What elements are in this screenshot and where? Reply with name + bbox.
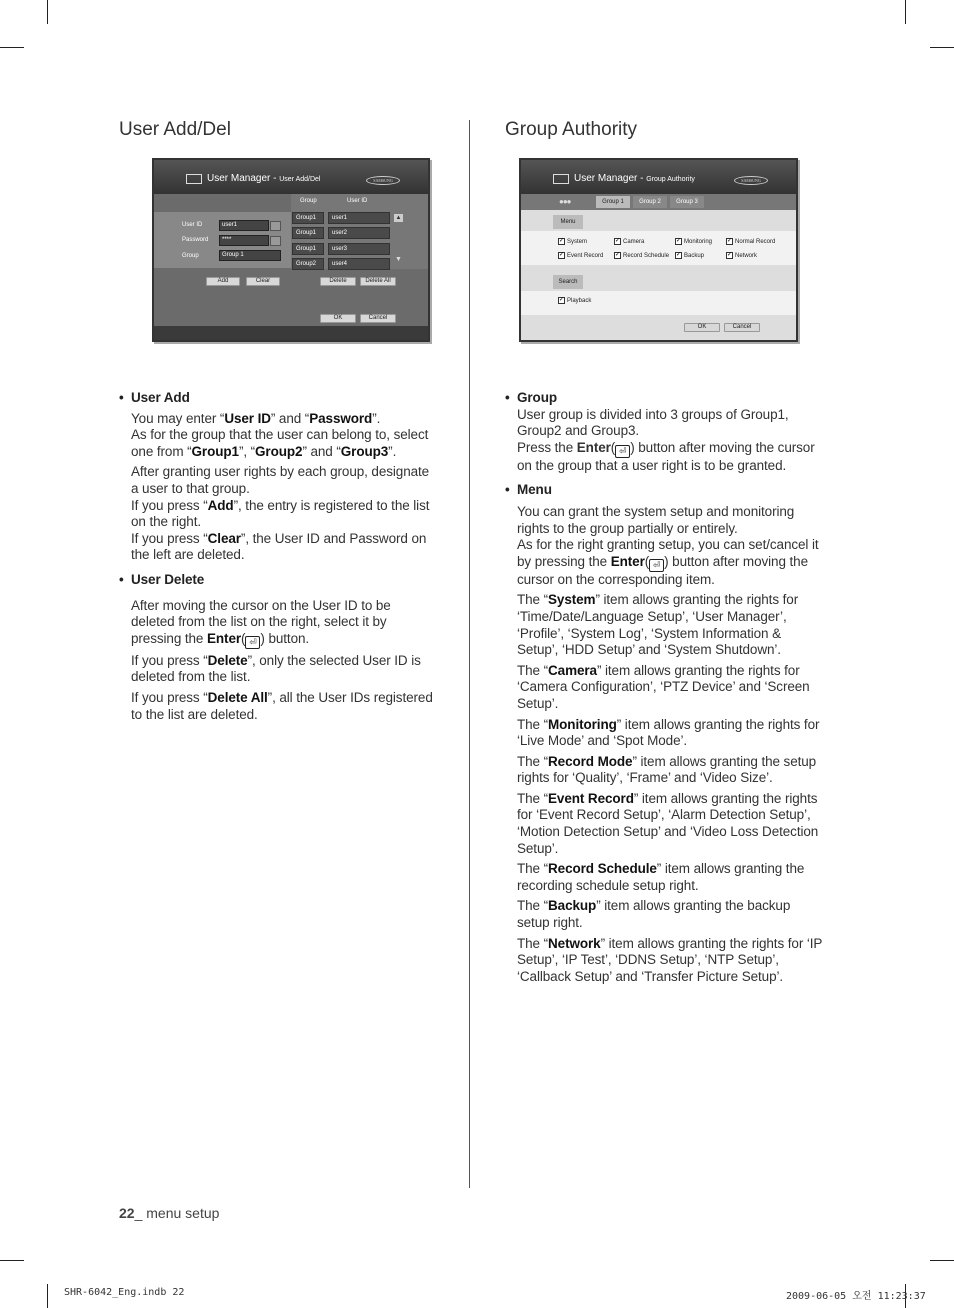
section-title-group-authority: Group Authority [505, 119, 638, 140]
tab-group-1[interactable]: Group 1 [596, 196, 630, 208]
paragraph: If you press “Delete”, only the selected User ID is deleted from the list. [131, 652, 421, 685]
group-authority-screen [519, 158, 798, 342]
clear-button[interactable]: Clear [246, 277, 280, 286]
crop-mark [930, 1260, 954, 1261]
paragraph: If you press “Delete All”, all the User IDs registered to the list are deleted. [131, 689, 433, 722]
user-delete-heading: • User Delete [131, 572, 436, 589]
enter-key-icon: ⏎ [245, 636, 260, 649]
table-row[interactable]: Group1 [292, 227, 324, 239]
paragraph: The “Record Schedule” item allows granting the recording schedule setup right. [517, 861, 805, 893]
enter-key-icon: ⏎ [649, 559, 664, 572]
paragraph: You may enter “User ID” and “Password”. As for the group that the user can belong to, select one from “Group1”, “Group2” and “Group3”. [131, 410, 429, 459]
cancel-button[interactable]: Cancel [724, 323, 760, 332]
userid-field[interactable]: user1 [219, 220, 269, 231]
keyboard-icon [553, 174, 569, 184]
scroll-up-icon[interactable]: ▲ [395, 215, 402, 221]
paragraph: After granting user rights by each group, designate a user to that group. If you press “Add”, the entry is registered to the list on the right. If you press “Clear”, the User ID and Password on the left are deleted. [131, 464, 430, 563]
screen-footer [154, 326, 428, 340]
menu-heading: • Menu [517, 482, 823, 499]
keyboard-icon [186, 174, 202, 184]
table-row[interactable]: user4 [328, 258, 390, 270]
tab-group-3[interactable]: Group 3 [670, 196, 704, 208]
add-button[interactable]: Add [206, 277, 240, 286]
screen-titlebar [521, 160, 796, 194]
cancel-button[interactable]: Cancel [360, 314, 396, 323]
delete-button[interactable]: Delete [320, 277, 356, 286]
paragraph: The “System” item allows granting the rights for ‘Time/Date/Language Setup’, ‘User Manager’, ‘Profile’, ‘System Log’, ‘System Information & Setup’, ‘HDD Setup’ and ‘System Shutdown’. [517, 592, 799, 658]
checkbox-network[interactable]: ✓ Network [727, 252, 758, 260]
paragraph: The “Network” item allows granting the rights for ‘IP Setup’, ‘IP Test’, ‘DDNS Setup’, ‘NTP Setup’, ‘Callback Setup’ and ‘Transfer Picture Setup’. [517, 935, 823, 984]
user-add-del-screen [152, 158, 430, 342]
table-row[interactable]: user1 [328, 212, 390, 224]
table-row[interactable]: user3 [328, 243, 390, 255]
keyboard-icon[interactable] [270, 221, 281, 231]
table-row[interactable]: Group1 [292, 243, 324, 255]
tab-group-2[interactable]: Group 2 [633, 196, 667, 208]
users-icon: ●●● [559, 197, 571, 206]
paragraph: The “Monitoring” item allows granting the rights for ‘Live Mode’ and ‘Spot Mode’. [517, 716, 820, 749]
screen-titlebar [154, 160, 428, 194]
keyboard-icon[interactable] [270, 236, 281, 246]
search-label: Search [553, 275, 583, 289]
checkbox-event-record[interactable]: ✓ Event Record [559, 252, 604, 260]
samsung-logo: SAMSUNG [734, 176, 768, 185]
scroll-down-icon[interactable]: ▼ [395, 256, 402, 263]
menu-label: Menu [553, 215, 583, 229]
crop-mark [905, 0, 906, 24]
checkbox-monitoring[interactable]: ✓ Monitoring [676, 238, 713, 246]
group-heading: • Group [517, 390, 823, 407]
crop-mark [0, 1260, 24, 1261]
ok-button[interactable]: OK [320, 314, 356, 323]
column-divider [469, 120, 470, 1188]
group-tab-bar [521, 194, 796, 210]
paragraph: After moving the cursor on the User ID to be deleted from the list on the right, select it by pressing the Enter( ⏎ ) button. [131, 597, 391, 647]
table-row[interactable]: Group2 [292, 258, 324, 270]
screen-title: User Manager - Group Authority [574, 173, 695, 184]
password-label: Password [182, 237, 209, 243]
user-add-heading: • User Add [131, 390, 436, 407]
screen-body [521, 210, 796, 340]
group-select[interactable]: Group 1 [219, 250, 281, 261]
paragraph: The “Record Mode” item allows granting the setup rights for ‘Quality’, ‘Frame’ and ‘Video Size’. [517, 753, 817, 786]
print-slug-file: SHR-6042_Eng.indb 22 [64, 1287, 185, 1298]
crop-mark [47, 0, 48, 24]
crop-mark [0, 47, 24, 48]
paragraph: The “Backup” item allows granting the backup setup right. [517, 898, 791, 931]
crop-mark [930, 47, 954, 48]
table-row[interactable]: user2 [328, 227, 390, 239]
paragraph: The “Event Record” item allows granting the rights for ‘Event Record Setup’, ‘Alarm Detection Setup’, ‘Motion Detection Setup’ and ‘Video Loss Detection Setup’. [517, 790, 819, 856]
print-slug-date: 2009-06-05 오전 11:23:37 [786, 1291, 926, 1302]
screen-title: User Manager - User Add/Del [207, 173, 321, 184]
paragraph: You can grant the system setup and monitoring rights to the group partially or entirely. As for the right granting setup, you can set/cancel it by pressing the Enter( ⏎ ) button after moving the cursor on the corresponding item. [517, 503, 819, 587]
right-text-column [517, 390, 823, 985]
left-text-column [131, 390, 436, 723]
crop-mark [47, 1284, 48, 1308]
checkbox-backup[interactable]: ✓ Backup [676, 252, 705, 260]
paragraph: The “Camera” item allows granting the rights for ‘Camera Configuration’, ‘PTZ Device’ and ‘Screen Setup’. [517, 662, 810, 711]
column-header-userid: User ID [347, 198, 368, 204]
checkbox-normal-record[interactable]: ✓ Normal Record [727, 238, 776, 246]
menu-panel [521, 231, 796, 265]
table-row[interactable]: Group1 [292, 212, 324, 224]
userid-label: User ID [182, 222, 203, 228]
column-header-group: Group [300, 198, 317, 204]
samsung-logo: SAMSUNG [366, 176, 400, 185]
ok-button[interactable]: OK [684, 323, 720, 332]
group-label: Group [182, 253, 199, 259]
checkbox-playback[interactable]: ✓ Playback [559, 297, 592, 305]
enter-key-icon: ⏎ [615, 445, 630, 458]
paragraph: User group is divided into 3 groups of Group1, Group2 and Group3. Press the Enter( ⏎ ) button after moving the cursor on the group that a user right is to be granted. [517, 406, 815, 473]
password-field[interactable]: **** [219, 235, 269, 246]
checkbox-camera[interactable]: ✓ Camera [615, 238, 645, 246]
delete-all-button[interactable]: Delete All [360, 277, 396, 286]
checkbox-record-schedule[interactable]: ✓ Record Schedule [615, 252, 670, 260]
checkbox-system[interactable]: ✓ System [559, 238, 588, 246]
section-title-user-add-del: User Add/Del [119, 119, 231, 140]
page-footer: 22_ menu setup [119, 1205, 220, 1221]
screen-body [154, 194, 428, 330]
